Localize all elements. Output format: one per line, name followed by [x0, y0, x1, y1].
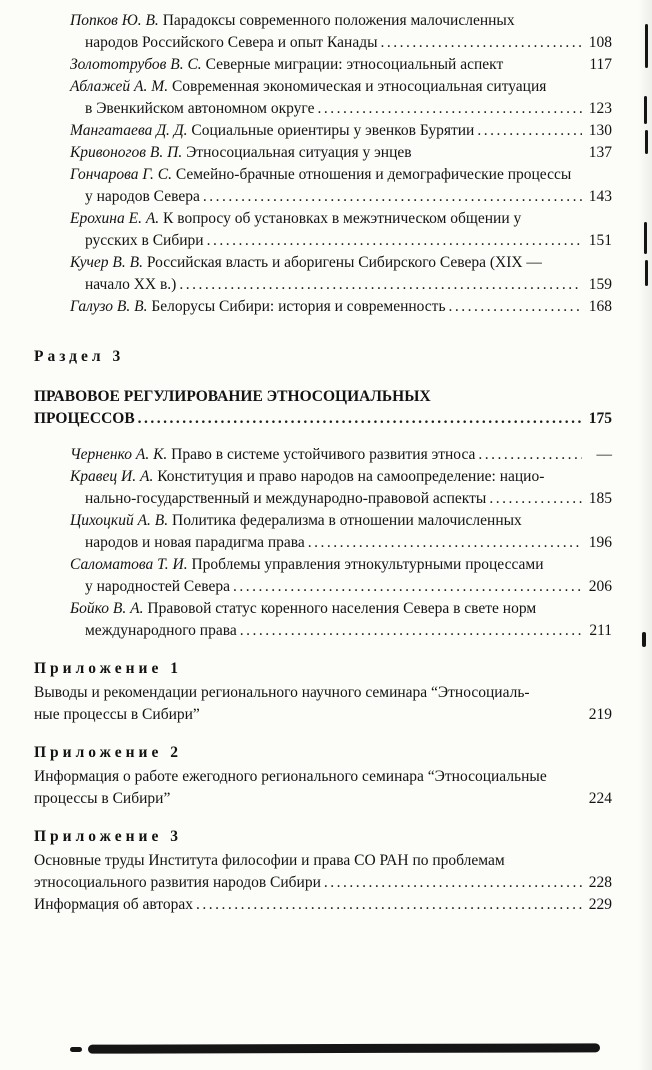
- section-heading-entry: [34, 386, 612, 430]
- entry-text: у народов Севера: [85, 188, 200, 205]
- page-number: 229: [588, 896, 612, 913]
- dot-leader: [475, 444, 582, 466]
- entry-text: народов и новая парадигма права: [85, 534, 305, 551]
- page-number: 137: [588, 144, 612, 161]
- page-number: 228: [588, 874, 612, 891]
- scan-artifact: [644, 222, 647, 254]
- entry-author: Цихоцкий А. В.: [70, 512, 169, 529]
- toc-entry: [70, 252, 612, 296]
- page-number: 211: [589, 622, 612, 639]
- entry-text: Бойко В. А. Правовой статус коренного населения Севера в свете норм: [70, 600, 537, 617]
- page-number: 130: [588, 122, 612, 139]
- page-number: 151: [588, 232, 612, 249]
- entry-author: Галузо В. В.: [70, 298, 148, 315]
- page-number: 206: [588, 578, 612, 595]
- page-number: 224: [588, 790, 612, 807]
- entry-text: ПРОЦЕССОВ: [34, 410, 135, 427]
- entry-text: этносоциального развития народов Сибири: [34, 874, 321, 891]
- entry-text: ПРАВОВОЕ РЕГУЛИРОВАНИЕ ЭТНОСОЦИАЛЬНЫХ: [34, 388, 431, 405]
- entry-author: Кучер В. В.: [70, 254, 143, 271]
- dot-leader: [321, 872, 582, 894]
- appendix-entry: [34, 850, 612, 894]
- scan-artifact: [645, 24, 648, 68]
- toc-entry: [70, 598, 612, 642]
- appendix-label: Приложение 2: [34, 744, 182, 761]
- toc-entry: [70, 54, 612, 76]
- entry-text: Информация о работе ежегодного регионального семинара “Этносоциальные: [34, 768, 547, 785]
- entry-text: Ерохина Е. А. К вопросу об установках в межэтническом общении у: [70, 210, 522, 227]
- entry-text: Аблажей А. М. Современная экономическая и этносоциальная ситуация: [70, 78, 547, 95]
- appendix-label: Приложение 1: [34, 660, 182, 677]
- section3-heading: [34, 386, 612, 430]
- appendix-label: Приложение 3: [34, 828, 182, 845]
- entry-text: Информация об авторах: [34, 896, 193, 913]
- entry-text: народов Российского Севера и опыт Канады: [85, 34, 378, 51]
- page-number: 196: [588, 534, 612, 551]
- entry-text: Основные труды Института философии и права СО РАН по проблемам: [34, 852, 505, 869]
- dot-leader: [305, 532, 582, 554]
- entry-author: Попков Ю. В.: [70, 12, 159, 29]
- dot-leader: [237, 620, 582, 642]
- entry-text: Гончарова Г. С. Семейно-брачные отношения и демографические процессы: [70, 166, 572, 183]
- toc-entry: [70, 76, 612, 120]
- entry-author: Ерохина Е. А.: [70, 210, 160, 227]
- dot-leader: [204, 230, 582, 252]
- toc-entry: [70, 466, 612, 510]
- entry-text: ные процессы в Сибири”: [34, 706, 200, 723]
- entry-text: Кучер В. В. Российская власть и аборигены Сибирского Севера (XIX —: [70, 254, 542, 271]
- entry-author: Кравец И. А.: [70, 468, 154, 485]
- section2-entries: [34, 10, 612, 318]
- dot-leader: [135, 408, 582, 430]
- scan-artifact: [644, 96, 647, 124]
- page-number: —: [596, 446, 612, 463]
- entry-text: Галузо В. В. Белорусы Сибири: история и современность: [70, 298, 446, 315]
- scan-artifact: [645, 130, 648, 154]
- scan-artifact: [88, 1043, 600, 1053]
- toc-entry: [70, 510, 612, 554]
- entry-author: Черненко А. К.: [70, 446, 168, 463]
- page-number: 108: [588, 34, 612, 51]
- entry-text: Золототрубов В. С. Северные миграции: этносоциальный аспект: [70, 56, 504, 73]
- page-number: 219: [588, 706, 612, 723]
- entry-text: Черненко А. К. Право в системе устойчивого развития этноса: [70, 446, 476, 463]
- dot-leader: [486, 488, 582, 510]
- toc-entry: [70, 296, 612, 318]
- page-number: 175: [588, 410, 612, 427]
- entry-text: Цихоцкий А. В. Политика федерализма в отношении малочисленных: [70, 512, 522, 529]
- entry-text: Кривоногов В. П. Этносоциальная ситуация у энцев: [70, 144, 412, 161]
- entry-text: у народностей Севера: [85, 578, 231, 595]
- page-number: 123: [588, 100, 612, 117]
- dot-leader: [474, 120, 582, 142]
- page-number: 168: [588, 298, 612, 315]
- entry-text: в Эвенкийском автономном округе: [85, 100, 315, 117]
- entry-text: процессы в Сибири”: [34, 790, 171, 807]
- dot-leader: [314, 98, 582, 120]
- scan-artifact: [70, 1047, 82, 1052]
- page-number: 143: [588, 188, 612, 205]
- toc-entry: [70, 10, 612, 54]
- toc-entry: [70, 444, 612, 466]
- entry-author: Золототрубов В. С.: [70, 56, 202, 73]
- entry-author: Саломатова Т. И.: [70, 556, 188, 573]
- authors-info-entry: [34, 894, 612, 916]
- dot-leader: [176, 274, 582, 296]
- dot-leader: [446, 296, 582, 318]
- appendix-entry: [34, 682, 612, 726]
- appendix-entry: [34, 766, 612, 810]
- entry-text: Попков Ю. В. Парадоксы современного положения малочисленных: [70, 12, 515, 29]
- scan-artifact: [642, 632, 646, 647]
- scan-artifact: [645, 260, 648, 286]
- page-number: 185: [588, 490, 612, 507]
- entry-text: международного права: [85, 622, 237, 639]
- toc-entry: [70, 164, 612, 208]
- entry-text: нально-государственный и международно-правовой аспекты: [85, 490, 487, 507]
- dot-leader: [193, 894, 582, 916]
- dot-leader: [378, 32, 582, 54]
- dot-leader: [200, 186, 582, 208]
- entry-text: Выводы и рекомендации регионального научного семинара “Этносоциаль-: [34, 684, 530, 701]
- entry-author: Мангатаева Д. Д.: [70, 122, 188, 139]
- entry-text: Кравец И. А. Конституция и право народов на самоопределение: нацио-: [70, 468, 545, 485]
- section3-label: Раздел 3: [34, 348, 125, 365]
- entry-text: Мангатаева Д. Д. Социальные ориентиры у эвенков Бурятии: [70, 122, 475, 139]
- entry-text: русских в Сибири: [85, 232, 204, 249]
- toc-entry: [70, 208, 612, 252]
- entry-author: Бойко В. А.: [70, 600, 144, 617]
- entry-author: Кривоногов В. П.: [70, 144, 183, 161]
- entry-text: Саломатова Т. И. Проблемы управления этнокультурными процессами: [70, 556, 544, 573]
- section3-entries: [34, 444, 612, 642]
- dot-leader: [230, 576, 582, 598]
- appendices: [34, 656, 612, 916]
- toc-entry: [70, 120, 612, 142]
- page-number: 159: [588, 276, 612, 293]
- toc-entry: [70, 142, 612, 164]
- page-number: 117: [589, 56, 612, 73]
- entry-text: начало XX в.): [85, 276, 177, 293]
- entry-author: Аблажей А. М.: [70, 78, 169, 95]
- toc-entry: [70, 554, 612, 598]
- entry-author: Гончарова Г. С.: [70, 166, 172, 183]
